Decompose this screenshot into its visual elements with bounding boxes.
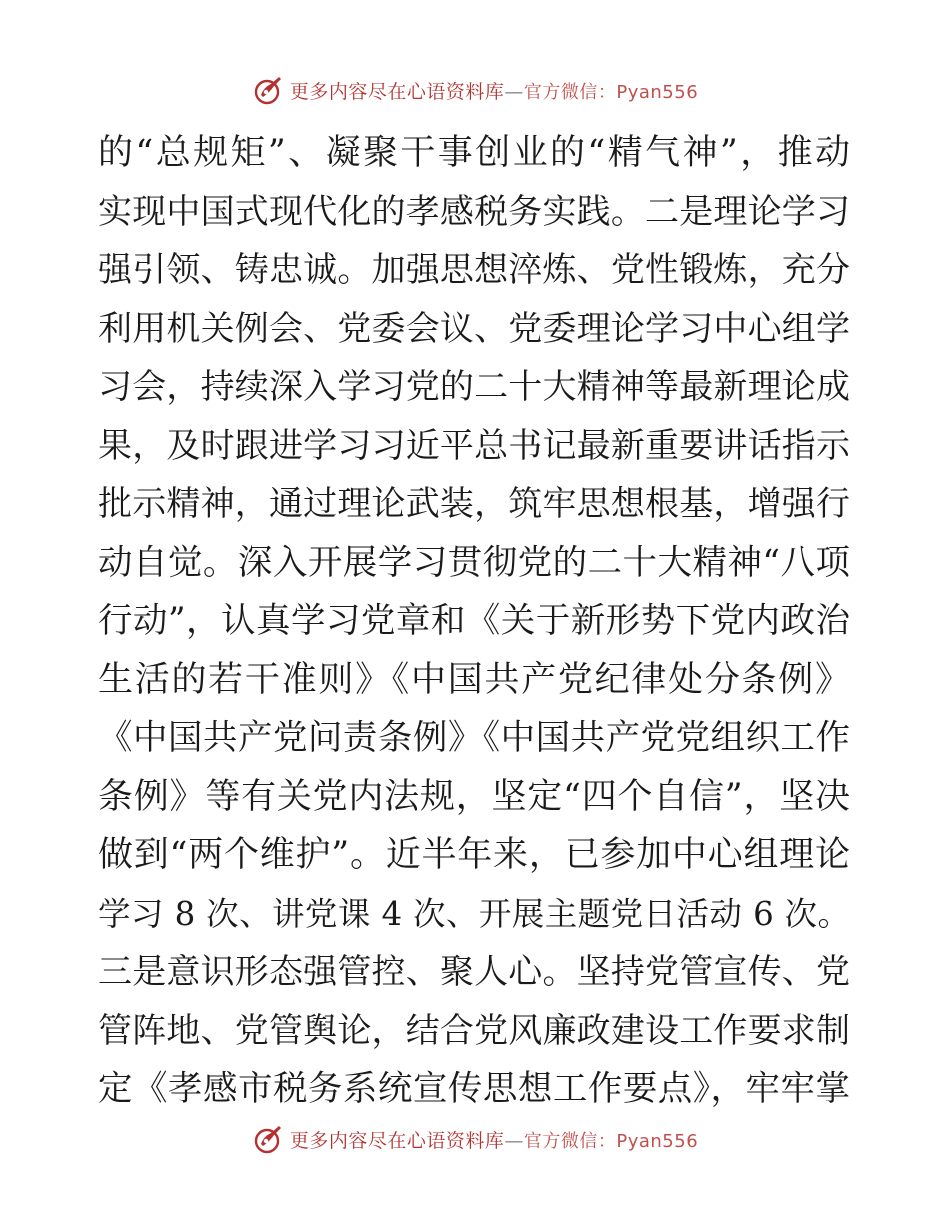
text-line: 《中国共产党问责条例》《中国共产党党组织工作 — [98, 718, 850, 758]
text-line: 果，及时跟进学习习近平总书记最新重要讲话指示 — [98, 425, 850, 466]
text-line: 习会，持续深入学习党的二十大精神等最新理论成 — [98, 367, 850, 407]
footer-banner — [0, 1119, 950, 1159]
banner-content — [252, 73, 698, 107]
text-line: 动自觉。深入开展学习贯彻党的二十大精神“八项 — [98, 542, 850, 583]
text-line: 利用机关例会、党委会议、党委理论学习中心组学 — [98, 308, 850, 349]
text-line: 定《孝感市税务系统宣传思想工作要点》，牢牢掌 — [98, 1069, 850, 1109]
text-line: 管阵地、党管舆论，结合党风廉政建设工作要求制 — [98, 1010, 850, 1051]
document-body — [98, 124, 850, 1119]
text-line: 行动”，认真学习党章和《关于新形势下党内政治 — [98, 601, 850, 641]
banner-wechat-id: Pyan556 — [616, 81, 699, 103]
text-line: 的“总规矩”、凝聚干事创业的“精气神”，推动 — [98, 133, 850, 173]
text-line: 条例》等有关党内法规，坚定“四个自信”，坚决 — [98, 776, 850, 817]
banner-text — [290, 1126, 698, 1153]
banner-dash: — — [504, 80, 524, 103]
quill-pen-logo-icon — [252, 1122, 286, 1156]
banner-wechat-id: Pyan556 — [616, 1130, 699, 1152]
banner-main-text: 更多内容尽在心语资料库 — [289, 80, 505, 103]
banner-wechat-label: 官方微信： — [523, 81, 617, 103]
text-line: 生活的若干准则》《中国共产党纪律处分条例》 — [98, 659, 850, 700]
text-line: 三是意识形态强管控、聚人心。坚持党管宣传、党 — [98, 952, 850, 992]
header-banner — [0, 70, 950, 110]
banner-dash: — — [504, 1129, 524, 1152]
banner-wechat-label: 官方微信： — [523, 1130, 617, 1152]
quill-pen-logo-icon — [252, 73, 286, 107]
text-line: 批示精神，通过理论武装，筑牢思想根基，增强行 — [98, 484, 850, 524]
banner-text — [290, 77, 698, 104]
text-line: 做到“两个维护”。近半年来，已参加中心组理论 — [98, 835, 850, 875]
text-line: 学习 8 次、讲党课 4 次、开展主题党日活动 6 次。 — [98, 894, 850, 933]
banner-main-text: 更多内容尽在心语资料库 — [289, 1129, 505, 1152]
text-line: 强引领、铸忠诚。加强思想淬炼、党性锻炼，充分 — [98, 250, 850, 290]
text-line: 实现中国式现代化的孝感税务实践。二是理论学习 — [98, 191, 850, 232]
banner-content — [252, 1122, 698, 1156]
